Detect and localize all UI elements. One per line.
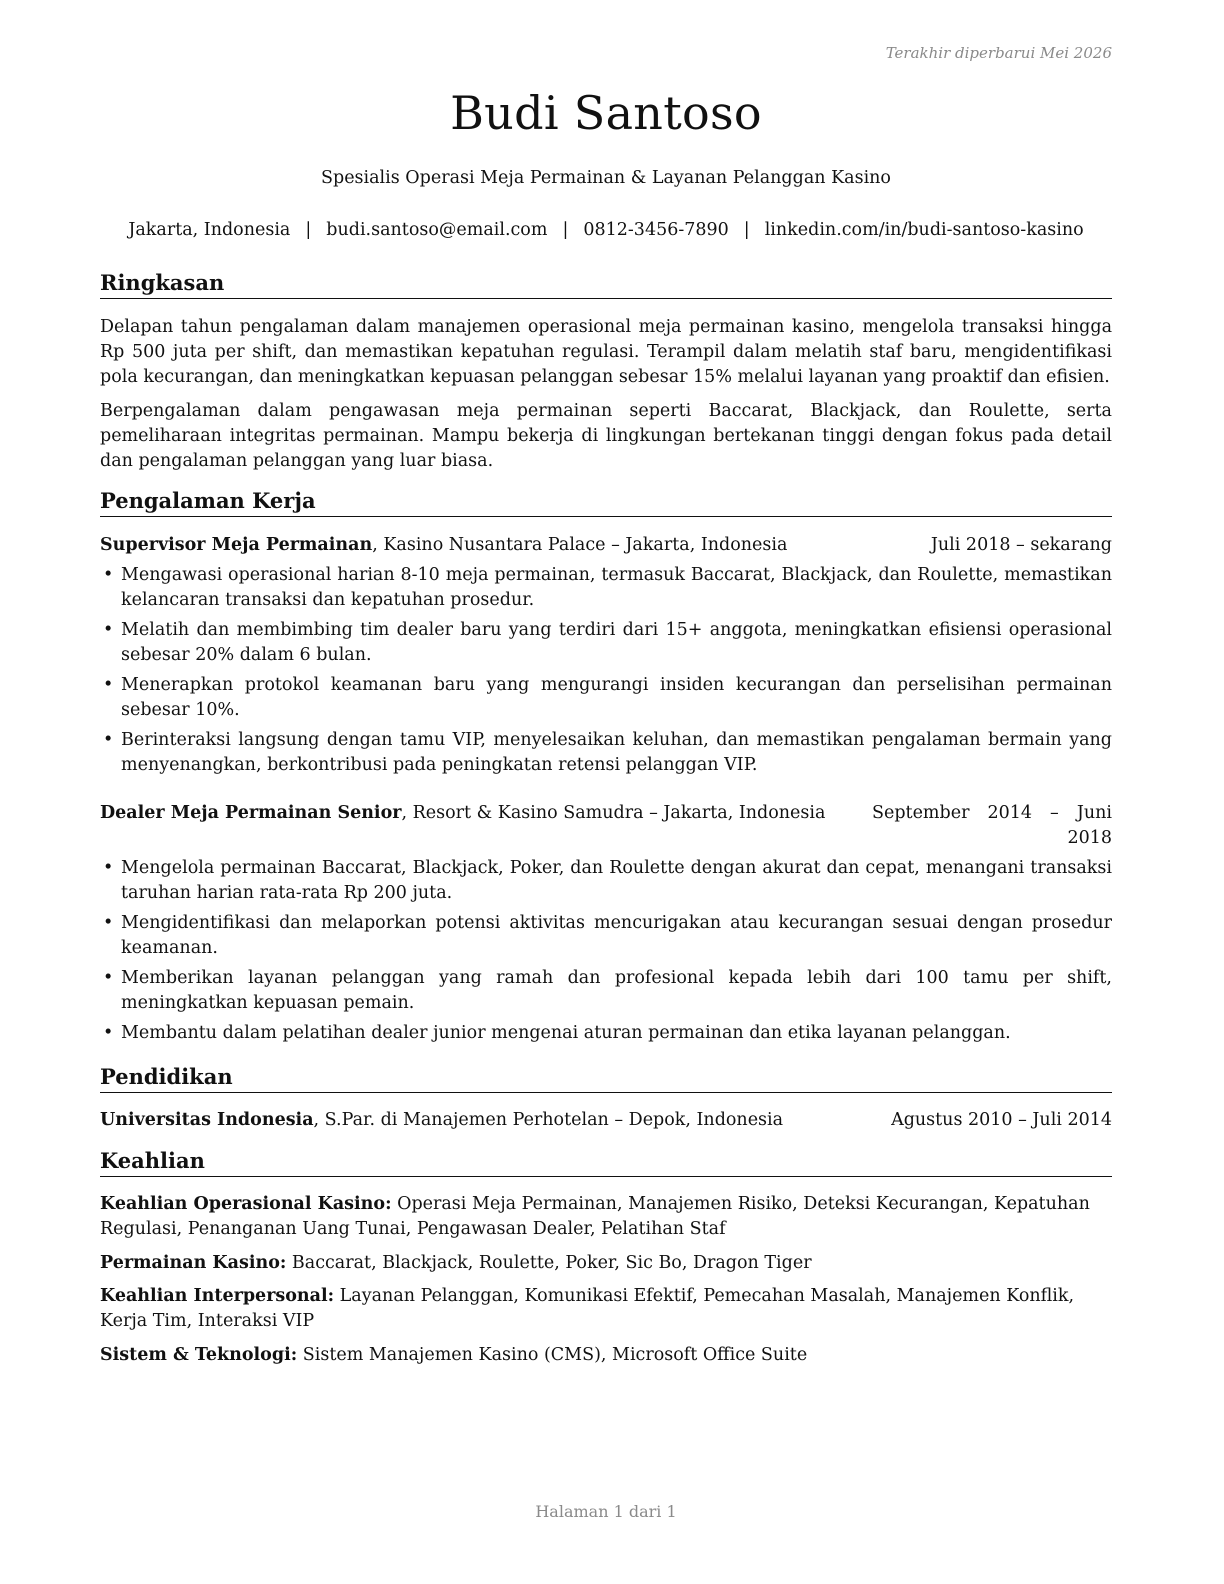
list-item [100,563,1112,613]
skill-row [100,1251,1118,1276]
bullet-text: Menerapkan protokol keamanan baru yang mengurangi insiden kecurangan dan perselisihan permainan sebesar 10%. [121,675,1112,720]
skill-values: Baccarat, Blackjack, Roulette, Poker, Sic Bo, Dragon Tiger [286,1253,812,1273]
bullet-icon: • [103,675,114,695]
employer-location: , Resort & Kasino Samudra – Jakarta, Indonesia [401,803,826,823]
skill-values: Sistem Manajemen Kasino (CMS), Microsoft Office Suite [297,1345,808,1365]
page-number-footer: Halaman 1 dari 1 [535,1502,677,1521]
bullet-icon: • [103,968,114,988]
list-item [100,618,1112,668]
section-title-skills: Keahlian [100,1148,1112,1177]
job-title: Dealer Meja Permainan Senior [100,803,402,823]
bullet-icon: • [103,565,114,585]
list-item [100,1021,1112,1046]
employer-location: , Kasino Nusantara Palace – Jakarta, Indonesia [372,535,788,555]
summary-paragraph: Berpengalaman dalam pengawasan meja permainan seperti Baccarat, Blackjack, dan Roulette, serta pemeliharaan integritas permainan. Mampu bekerja di lingkungan bertekanan tinggi dengan fokus pada detail dan pengalaman pelanggan yang luar biasa. [100,401,1112,471]
contact-location: Jakarta, Indonesia [128,220,291,240]
skill-row [100,1284,1118,1334]
candidate-headline: Spesialis Operasi Meja Permainan & Layanan Pelanggan Kasino [321,168,891,188]
bullet-icon: • [103,913,114,933]
experience-entry-header [100,801,1112,851]
contact-separator: | [743,220,750,240]
section-title-experience: Pengalaman Kerja [100,488,1112,517]
bullet-text: Berinteraksi langsung dengan tamu VIP, menyelesaikan keluhan, dan memastikan pengalaman bermain yang menyenangkan, berkontribusi pada peningkatan retensi pelanggan VIP. [121,730,1112,775]
bullet-text: Mengelola permainan Baccarat, Blackjack, Poker, dan Roulette dengan akurat dan cepat, menangani transaksi taruhan harian rata-rata Rp 200 juta. [121,858,1112,903]
list-item [100,673,1112,723]
bullet-icon: • [103,620,114,640]
skill-values: Operasi Meja Permainan, Manajemen Risiko, Deteksi Kecurangan, Kepatuhan Regulasi, Penanganan Uang Tunai, Pengawasan Dealer, Pelatihan Staf [100,1194,1090,1239]
contact-separator: | [562,220,569,240]
bullet-text: Membantu dalam pelatihan dealer junior mengenai aturan permainan dan etika layanan pelanggan. [121,1023,1011,1043]
bullet-text: Melatih dan membimbing tim dealer baru yang terdiri dari 15+ anggota, meningkatkan efisiensi operasional sebesar 20% dalam 6 bulan. [121,620,1112,665]
list-item [100,966,1112,1016]
list-item [100,728,1112,778]
bullet-text: Mengidentifikasi dan melaporkan potensi aktivitas mencurigakan atau kecurangan sesuai dengan prosedur keamanan. [121,913,1112,958]
bullet-icon: • [103,1023,114,1043]
education-institution [100,1108,783,1133]
experience-role [100,533,787,558]
experience-dates: September 2014 – Juni 2018 [872,803,1112,848]
experience-bullet-list [100,856,1112,1051]
contact-separator: | [305,220,312,240]
experience-role [100,801,825,851]
contact-phone[interactable]: 0812-3456-7890 [583,220,729,240]
skill-category: Keahlian Operasional Kasino: [100,1194,392,1214]
bullet-text: Memberikan layanan pelanggan yang ramah dan profesional kepada lebih dari 100 tamu per shift, meningkatkan kepuasan pemain. [121,968,1112,1013]
section-title-summary: Ringkasan [100,270,1112,299]
bullet-icon: • [103,858,114,878]
contact-linkedin[interactable]: linkedin.com/in/budi-santoso-kasino [764,220,1084,240]
last-updated-note: Terakhir diperbarui Mei 2026 [885,44,1112,62]
job-title: Supervisor Meja Permainan [100,535,373,555]
education-entry [100,1108,1112,1133]
list-item [100,911,1112,961]
list-item [100,856,1112,906]
bullet-icon: • [103,730,114,750]
summary-paragraph: Delapan tahun pengalaman dalam manajemen operasional meja permainan kasino, mengelola transaksi hingga Rp 500 juta per shift, dan memastikan kepatuhan regulasi. Terampil dalam melatih staf baru, mengidentifikasi pola kecurangan, dan meningkatkan kepuasan pelanggan sebesar 15% melalui layanan yang proaktif dan efisien. [100,317,1112,387]
skill-category: Sistem & Teknologi: [100,1345,298,1365]
skill-row [100,1343,1118,1368]
education-dates: Agustus 2010 – Juli 2014 [891,1110,1112,1130]
resume-page [100,0,1112,1584]
candidate-name: Budi Santoso [450,86,762,140]
skill-category: Permainan Kasino: [100,1253,287,1273]
experience-bullet-list [100,563,1112,783]
contact-line [100,220,1112,240]
experience-dates: Juli 2018 – sekarang [930,535,1112,555]
experience-entry-header [100,533,1112,558]
section-title-education: Pendidikan [100,1064,1112,1093]
bullet-text: Mengawasi operasional harian 8-10 meja permainan, termasuk Baccarat, Blackjack, dan Roulette, memastikan kelancaran transaksi dan kepatuhan prosedur. [121,565,1112,610]
school-name: Universitas Indonesia [100,1110,314,1130]
contact-email[interactable]: budi.santoso@email.com [326,220,548,240]
skill-category: Keahlian Interpersonal: [100,1286,335,1306]
degree-location: , S.Par. di Manajemen Perhotelan – Depok, Indonesia [313,1110,784,1130]
skill-row [100,1192,1118,1242]
skill-values: Layanan Pelanggan, Komunikasi Efektif, Pemecahan Masalah, Manajemen Konflik, Kerja Tim, Interaksi VIP [100,1286,1075,1331]
